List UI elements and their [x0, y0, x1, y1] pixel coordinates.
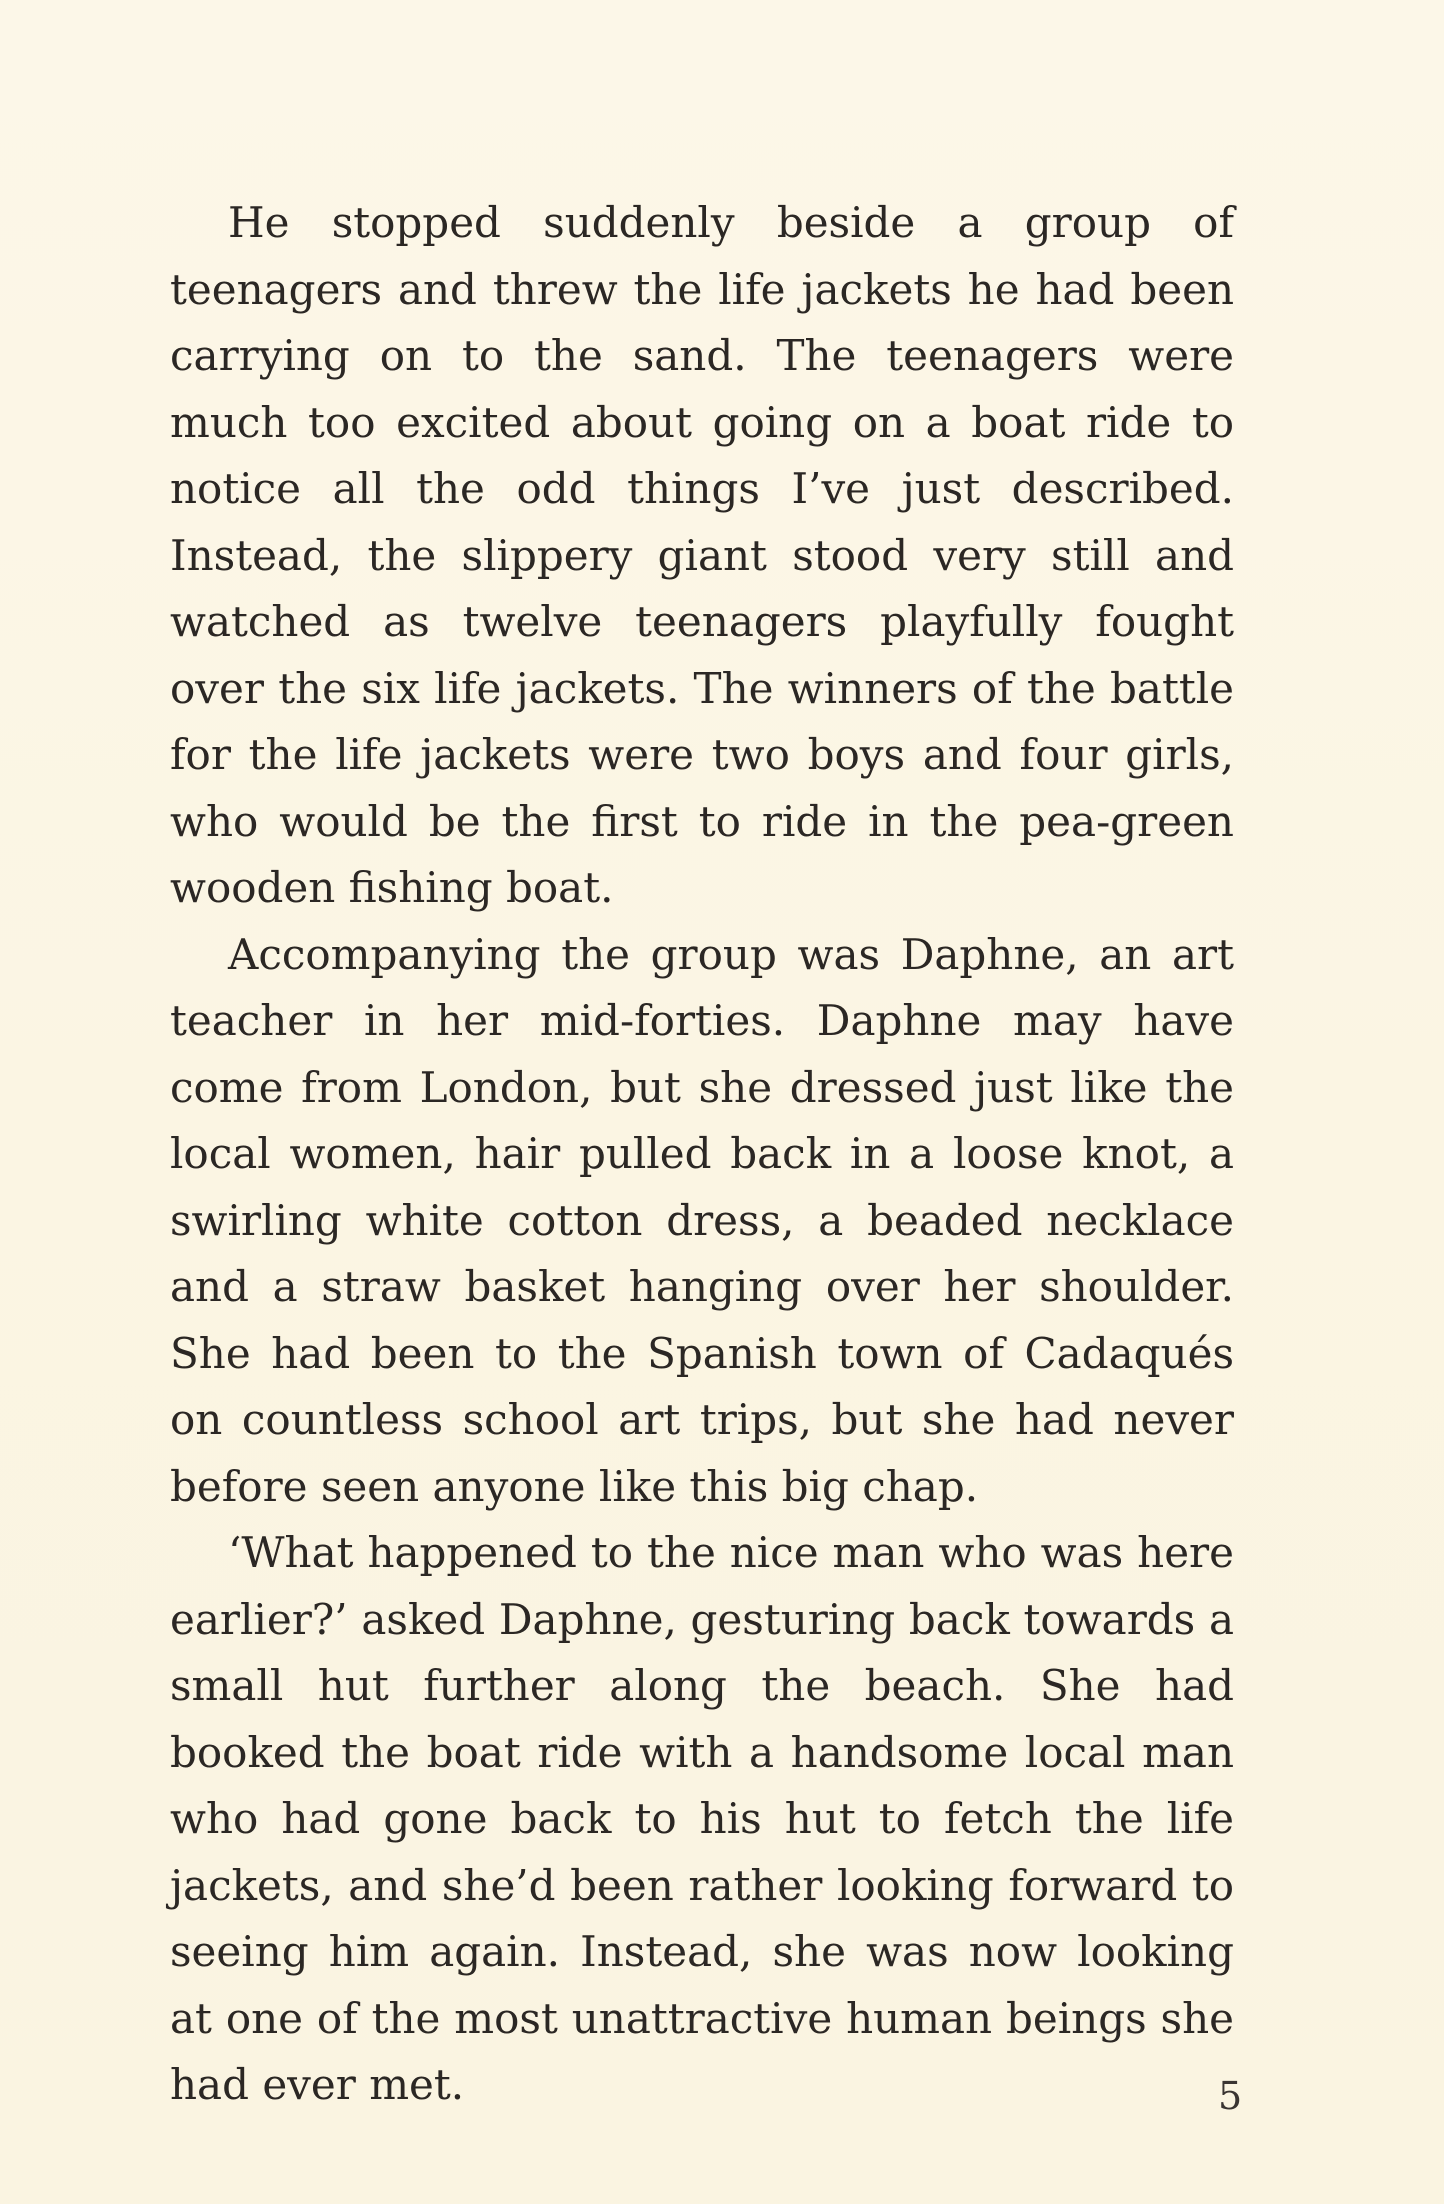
- paragraph-2: Accompanying the group was Daphne, an art teacher in her mid-forties. Daphne may have come from London, but she dressed just like the local women, hair pulled back in a loose knot, a swirling white cotton dress, a beaded necklace and a straw basket hanging over her shoulder. She had been to the Spanish town of Cadaqués on countless school art trips, but she had never before seen anyone like this big chap.: [170, 929, 1234, 1511]
- paragraph-1: He stopped suddenly beside a group of teenagers and threw the life jackets he had been carrying on to the sand. The teenagers were much too excited about going on a boat ride to notice all the odd things I’ve just described. Instead, the slippery giant stood very still and watched as twelve teenagers playfully fought over the six life jackets. The winners of the battle for the life jackets were two boys and four girls, who would be the first to ride in the pea-green wooden fishing boat.: [170, 198, 1234, 912]
- body-text: [170, 190, 1234, 2119]
- page-number: 5: [1218, 2074, 1243, 2118]
- paragraph-3: ‘What happened to the nice man who was here earlier?’ asked Daphne, gesturing back towards a small hut further along the beach. She had booked the boat ride with a handsome local man who had gone back to his hut to fetch the life jackets, and she’d been rather looking forward to seeing him again. Instead, she was now looking at one of the most unattractive human beings she had ever met.: [170, 1528, 1234, 2109]
